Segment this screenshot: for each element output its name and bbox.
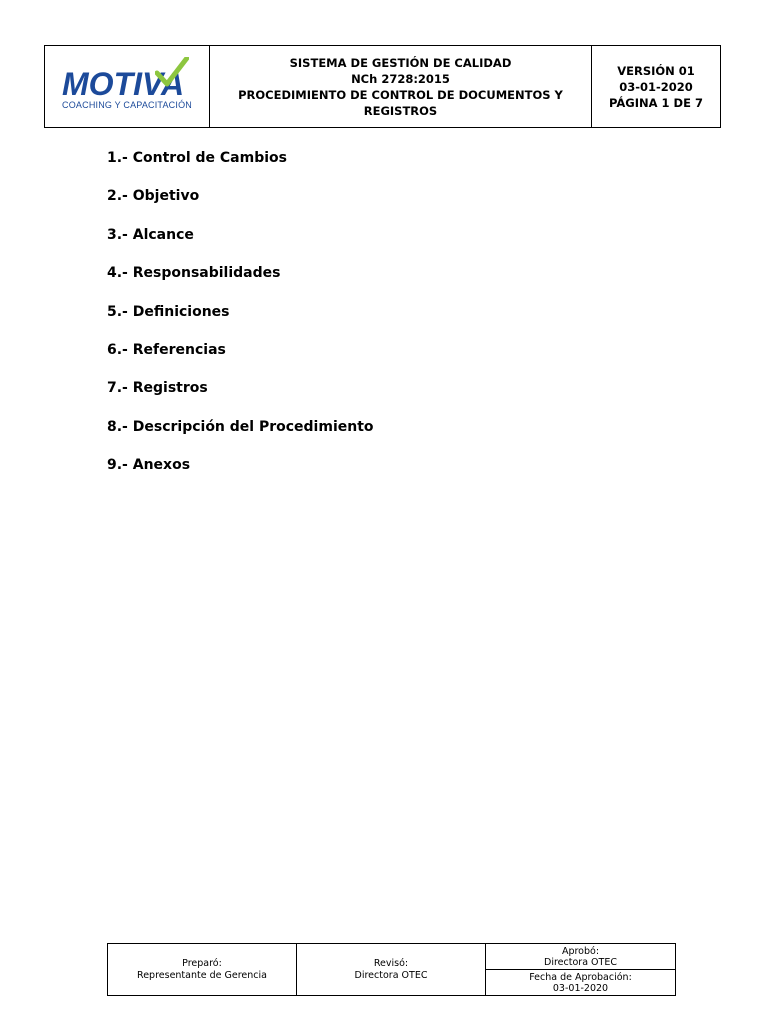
prepared-cell xyxy=(108,944,297,995)
system-title: SISTEMA DE GESTIÓN DE CALIDAD xyxy=(289,55,512,70)
reviewed-label: Revisó: xyxy=(373,957,409,969)
toc-item: 4.- Responsabilidades xyxy=(107,265,281,282)
approved-label: Aprobó: xyxy=(561,945,600,957)
approval-cell xyxy=(486,944,675,995)
approval-date-value: 03-01-2020 xyxy=(552,982,609,994)
prepared-label: Preparó: xyxy=(182,957,222,969)
version-label: VERSIÓN 01 xyxy=(617,63,695,78)
logo-word: MOTIVA xyxy=(62,66,185,102)
approval-date-label: Fecha de Aprobación: xyxy=(529,971,632,983)
approval-date-subcell xyxy=(486,970,675,995)
toc-item: 5.- Definiciones xyxy=(107,303,230,320)
company-logo xyxy=(62,66,192,110)
logo-tagline: COACHING Y CAPACITACIÓN xyxy=(62,100,192,110)
toc-item: 1.- Control de Cambios xyxy=(107,150,287,166)
checkmark-icon xyxy=(155,57,189,87)
table-of-contents xyxy=(107,148,374,494)
toc-item: 9.- Anexos xyxy=(107,457,191,474)
document-date: 03-01-2020 xyxy=(619,79,693,94)
toc-item: 6.- Referencias xyxy=(107,341,226,358)
toc-item: 8.- Descripción del Procedimiento xyxy=(107,418,374,435)
meta-cell xyxy=(592,46,720,127)
toc-item: 7.- Registros xyxy=(107,380,208,397)
logo-wordmark xyxy=(62,66,185,102)
reviewed-value: Directora OTEC xyxy=(354,969,428,981)
approval-footer-table xyxy=(107,943,676,996)
page-number: PÁGINA 1 DE 7 xyxy=(609,95,703,110)
toc-item: 3.- Alcance xyxy=(107,226,194,243)
toc-item: 2.- Objetivo xyxy=(107,188,200,205)
standard-code: NCh 2728:2015 xyxy=(351,71,450,86)
reviewed-cell xyxy=(297,944,486,995)
title-cell xyxy=(210,46,592,127)
procedure-title: PROCEDIMIENTO DE CONTROL DE DOCUMENTOS Y REGISTROS xyxy=(238,87,563,118)
prepared-value: Representante de Gerencia xyxy=(137,969,267,981)
document-header xyxy=(44,45,721,128)
logo-cell xyxy=(45,46,210,127)
approved-value: Directora OTEC xyxy=(544,956,617,968)
approved-subcell xyxy=(486,944,675,970)
